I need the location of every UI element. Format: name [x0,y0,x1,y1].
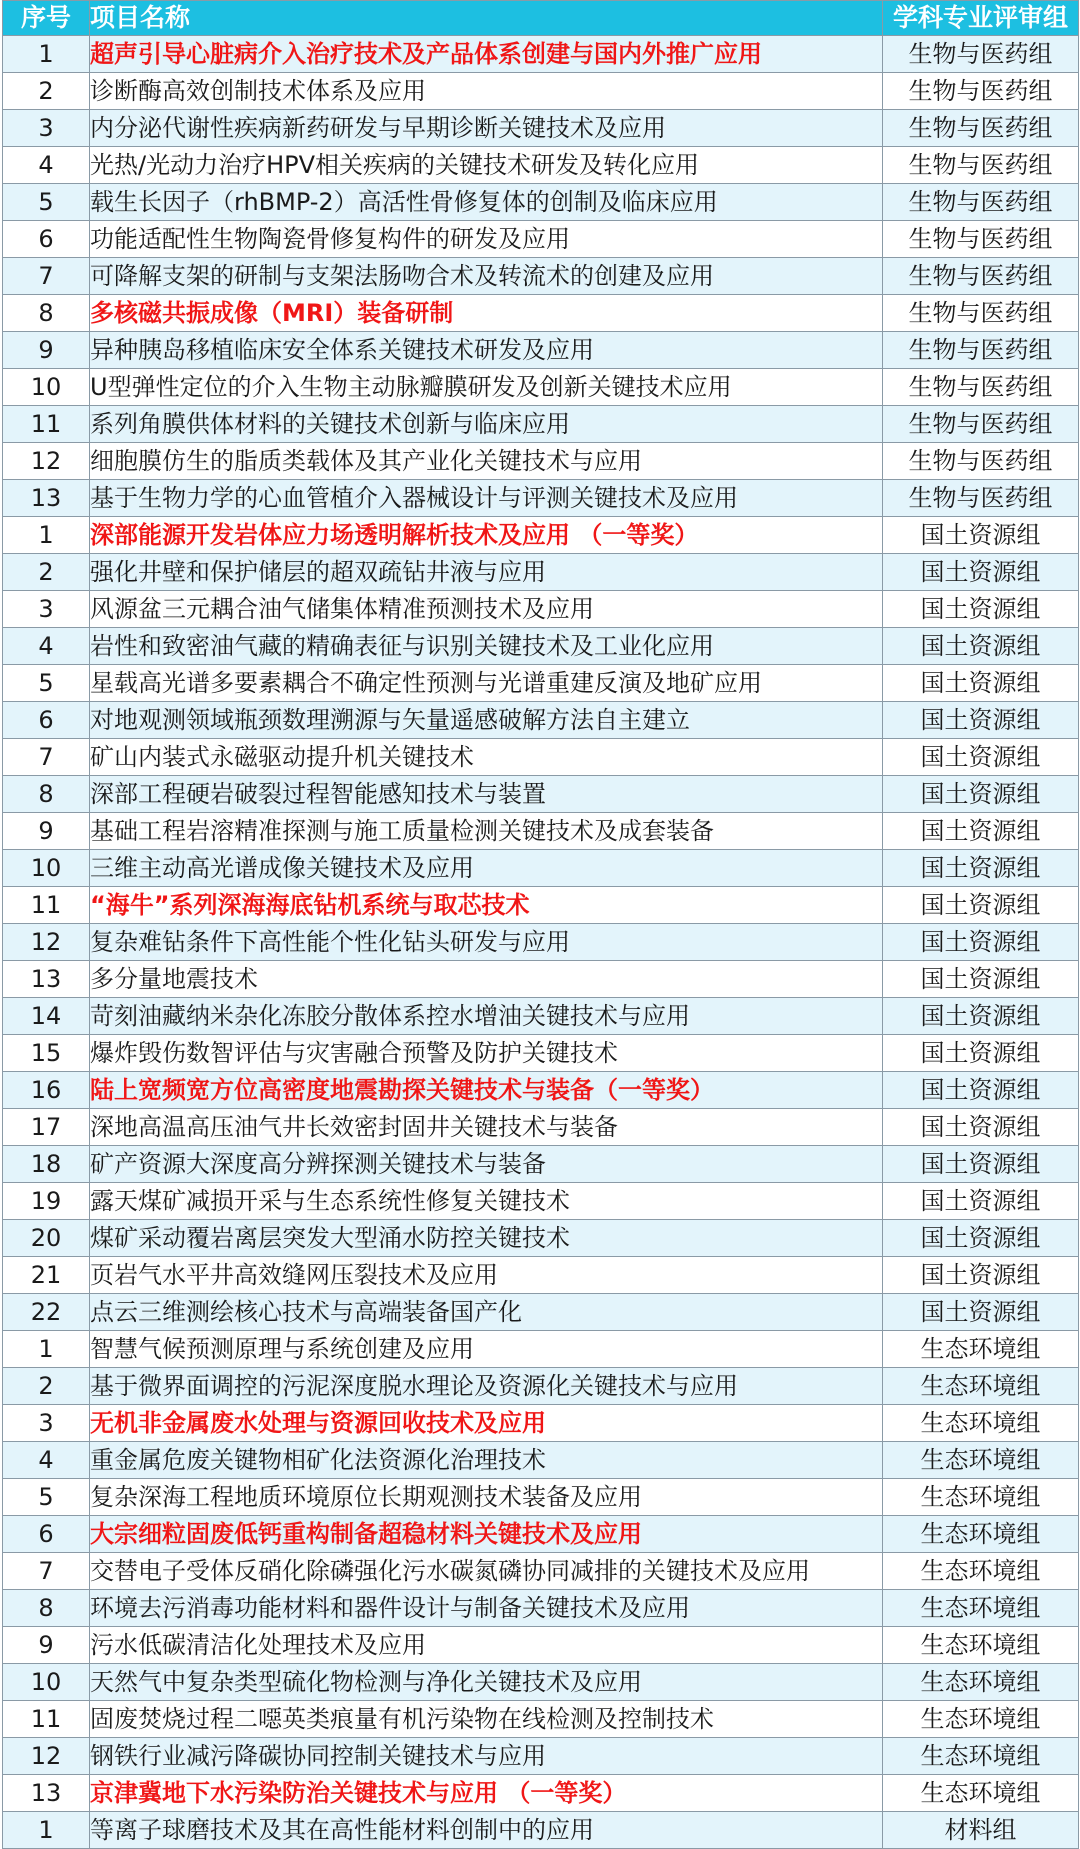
review-group: 国土资源组 [883,665,1079,702]
project-name: 三维主动高光谱成像关键技术及应用 [90,850,883,887]
review-group: 生态环境组 [883,1442,1079,1479]
row-index: 5 [3,665,90,702]
row-index: 12 [3,1738,90,1775]
table-row [3,1479,1079,1516]
review-group: 生态环境组 [883,1590,1079,1627]
row-index: 7 [3,258,90,295]
row-index: 13 [3,961,90,998]
awards-table [2,0,1079,1849]
table-row [3,184,1079,221]
review-group: 国土资源组 [883,591,1079,628]
table-row [3,406,1079,443]
review-group: 国土资源组 [883,998,1079,1035]
table-row [3,1109,1079,1146]
table-row [3,628,1079,665]
project-name: 可降解支架的研制与支架法肠吻合术及转流术的创建及应用 [90,258,883,295]
row-index: 7 [3,1553,90,1590]
header-project-name: 项目名称 [90,1,883,36]
review-group: 生物与医药组 [883,406,1079,443]
table-row [3,73,1079,110]
row-index: 1 [3,1812,90,1849]
table-row [3,147,1079,184]
table-header-row [3,1,1079,36]
table-row [3,813,1079,850]
row-index: 1 [3,36,90,73]
review-group: 国土资源组 [883,813,1079,850]
row-index: 13 [3,1775,90,1812]
review-group: 生物与医药组 [883,147,1079,184]
table-row [3,1590,1079,1627]
row-index: 9 [3,1627,90,1664]
project-name: 风源盆三元耦合油气储集体精准预测技术及应用 [90,591,883,628]
table-row [3,369,1079,406]
review-group: 国土资源组 [883,1183,1079,1220]
project-name-highlighted: 多核磁共振成像（MRI）装备研制 [90,295,883,332]
row-index: 9 [3,332,90,369]
review-group: 生态环境组 [883,1331,1079,1368]
table-row [3,295,1079,332]
table-row [3,258,1079,295]
project-name: 岩性和致密油气藏的精确表征与识别关键技术及工业化应用 [90,628,883,665]
project-name: 重金属危废关键物相矿化法资源化治理技术 [90,1442,883,1479]
table-row [3,702,1079,739]
review-group: 国土资源组 [883,554,1079,591]
row-index: 21 [3,1257,90,1294]
review-group: 生态环境组 [883,1701,1079,1738]
review-group: 国土资源组 [883,1294,1079,1331]
row-index: 6 [3,702,90,739]
row-index: 1 [3,517,90,554]
review-group: 国土资源组 [883,1220,1079,1257]
project-name: 内分泌代谢性疾病新药研发与早期诊断关键技术及应用 [90,110,883,147]
project-name: 煤矿采动覆岩离层突发大型涌水防控关键技术 [90,1220,883,1257]
project-name: 智慧气候预测原理与系统创建及应用 [90,1331,883,1368]
review-group: 生物与医药组 [883,258,1079,295]
project-name: 基于微界面调控的污泥深度脱水理论及资源化关键技术与应用 [90,1368,883,1405]
review-group: 生物与医药组 [883,443,1079,480]
project-name: 交替电子受体反硝化除磷强化污水碳氮磷协同减排的关键技术及应用 [90,1553,883,1590]
project-name: 基础工程岩溶精准探测与施工质量检测关键技术及成套装备 [90,813,883,850]
row-index: 10 [3,1664,90,1701]
row-index: 18 [3,1146,90,1183]
project-name: 诊断酶高效创制技术体系及应用 [90,73,883,110]
project-name-highlighted: 京津冀地下水污染防治关键技术与应用 （一等奖） [90,1775,883,1812]
row-index: 1 [3,1331,90,1368]
project-name: 天然气中复杂类型硫化物检测与净化关键技术及应用 [90,1664,883,1701]
table-row [3,1257,1079,1294]
project-name: 钢铁行业减污降碳协同控制关键技术与应用 [90,1738,883,1775]
review-group: 国土资源组 [883,776,1079,813]
project-name-highlighted: 超声引导心脏病介入治疗技术及产品体系创建与国内外推广应用 [90,36,883,73]
row-index: 13 [3,480,90,517]
row-index: 10 [3,850,90,887]
table-row [3,1442,1079,1479]
table-row [3,332,1079,369]
row-index: 15 [3,1035,90,1072]
project-name-highlighted: 无机非金属废水处理与资源回收技术及应用 [90,1405,883,1442]
project-name: 复杂难钻条件下高性能个性化钻头研发与应用 [90,924,883,961]
table-row [3,850,1079,887]
table-row [3,554,1079,591]
table-row [3,1627,1079,1664]
review-group: 生态环境组 [883,1405,1079,1442]
project-name: 矿产资源大深度高分辨探测关键技术与装备 [90,1146,883,1183]
row-index: 8 [3,295,90,332]
project-name: 基于生物力学的心血管植介入器械设计与评测关键技术及应用 [90,480,883,517]
row-index: 12 [3,924,90,961]
review-group: 国土资源组 [883,1109,1079,1146]
review-group: 生物与医药组 [883,332,1079,369]
project-name-highlighted: “海牛”系列深海海底钻机系统与取芯技术 [90,887,883,924]
table-row [3,665,1079,702]
table-row [3,1516,1079,1553]
table-row [3,998,1079,1035]
table-row [3,1294,1079,1331]
header-index: 序号 [3,1,90,36]
project-name-highlighted: 大宗细粒固废低钙重构制备超稳材料关键技术及应用 [90,1516,883,1553]
project-name: 污水低碳清洁化处理技术及应用 [90,1627,883,1664]
table-row [3,1331,1079,1368]
review-group: 国土资源组 [883,1072,1079,1109]
table-row [3,739,1079,776]
table-row [3,36,1079,73]
review-group: 国土资源组 [883,517,1079,554]
row-index: 4 [3,147,90,184]
table-row [3,776,1079,813]
table-row [3,924,1079,961]
project-name: 固废焚烧过程二噁英类痕量有机污染物在线检测及控制技术 [90,1701,883,1738]
table-row [3,221,1079,258]
table-row [3,1035,1079,1072]
table-row [3,1738,1079,1775]
review-group: 生物与医药组 [883,36,1079,73]
row-index: 11 [3,1701,90,1738]
row-index: 6 [3,221,90,258]
review-group: 国土资源组 [883,1146,1079,1183]
table-row [3,517,1079,554]
review-group: 生物与医药组 [883,295,1079,332]
review-group: 生物与医药组 [883,110,1079,147]
project-name: 细胞膜仿生的脂质类载体及其产业化关键技术与应用 [90,443,883,480]
project-name: 深地高温高压油气井长效密封固井关键技术与装备 [90,1109,883,1146]
project-name: 对地观测领域瓶颈数理溯源与矢量遥感破解方法自主建立 [90,702,883,739]
project-name: 强化井壁和保护储层的超双疏钻井液与应用 [90,554,883,591]
row-index: 14 [3,998,90,1035]
review-group: 国土资源组 [883,961,1079,998]
review-group: 国土资源组 [883,1035,1079,1072]
row-index: 2 [3,1368,90,1405]
row-index: 3 [3,591,90,628]
review-group: 生态环境组 [883,1368,1079,1405]
review-group: 生物与医药组 [883,480,1079,517]
table-row [3,1146,1079,1183]
project-name: 深部工程硬岩破裂过程智能感知技术与装置 [90,776,883,813]
row-index: 11 [3,406,90,443]
project-name: 环境去污消毒功能材料和器件设计与制备关键技术及应用 [90,1590,883,1627]
table-body [3,36,1079,1849]
review-group: 生态环境组 [883,1664,1079,1701]
row-index: 5 [3,184,90,221]
project-name: 光热/光动力治疗HPV相关疾病的关键技术研发及转化应用 [90,147,883,184]
project-name: 露天煤矿减损开采与生态系统性修复关键技术 [90,1183,883,1220]
row-index: 4 [3,1442,90,1479]
row-index: 2 [3,554,90,591]
table-row [3,1553,1079,1590]
table-row [3,1664,1079,1701]
table-row [3,1701,1079,1738]
row-index: 17 [3,1109,90,1146]
project-name-highlighted: 深部能源开发岩体应力场透明解析技术及应用 （一等奖） [90,517,883,554]
review-group: 生态环境组 [883,1516,1079,1553]
row-index: 22 [3,1294,90,1331]
review-group: 材料组 [883,1812,1079,1849]
review-group: 国土资源组 [883,887,1079,924]
project-name: 异种胰岛移植临床安全体系关键技术研发及应用 [90,332,883,369]
row-index: 7 [3,739,90,776]
project-name: 功能适配性生物陶瓷骨修复构件的研发及应用 [90,221,883,258]
table-row [3,443,1079,480]
review-group: 国土资源组 [883,1257,1079,1294]
row-index: 3 [3,110,90,147]
project-name: U型弹性定位的介入生物主动脉瓣膜研发及创新关键技术应用 [90,369,883,406]
table-row [3,961,1079,998]
row-index: 12 [3,443,90,480]
review-group: 国土资源组 [883,850,1079,887]
table-row [3,1368,1079,1405]
row-index: 10 [3,369,90,406]
project-name: 等离子球磨技术及其在高性能材料创制中的应用 [90,1812,883,1849]
project-name: 复杂深海工程地质环境原位长期观测技术装备及应用 [90,1479,883,1516]
project-name: 载生长因子（rhBMP-2）高活性骨修复体的创制及临床应用 [90,184,883,221]
table-row [3,1405,1079,1442]
table-row [3,1220,1079,1257]
review-group: 生物与医药组 [883,369,1079,406]
review-group: 国土资源组 [883,628,1079,665]
project-name: 苛刻油藏纳米杂化冻胶分散体系控水增油关键技术与应用 [90,998,883,1035]
table-row [3,1775,1079,1812]
row-index: 5 [3,1479,90,1516]
project-name: 爆炸毁伤数智评估与灾害融合预警及防护关键技术 [90,1035,883,1072]
row-index: 4 [3,628,90,665]
review-group: 国土资源组 [883,739,1079,776]
table-row [3,110,1079,147]
review-group: 国土资源组 [883,924,1079,961]
table-row [3,1183,1079,1220]
project-name: 系列角膜供体材料的关键技术创新与临床应用 [90,406,883,443]
table-row [3,887,1079,924]
row-index: 20 [3,1220,90,1257]
review-group: 生物与医药组 [883,73,1079,110]
review-group: 生态环境组 [883,1738,1079,1775]
table-row [3,1812,1079,1849]
row-index: 8 [3,776,90,813]
row-index: 9 [3,813,90,850]
row-index: 6 [3,1516,90,1553]
row-index: 19 [3,1183,90,1220]
table-row [3,1072,1079,1109]
row-index: 3 [3,1405,90,1442]
review-group: 生物与医药组 [883,184,1079,221]
row-index: 8 [3,1590,90,1627]
review-group: 生态环境组 [883,1775,1079,1812]
project-name: 点云三维测绘核心技术与高端装备国产化 [90,1294,883,1331]
project-name: 页岩气水平井高效缝网压裂技术及应用 [90,1257,883,1294]
review-group: 生态环境组 [883,1627,1079,1664]
project-name-highlighted: 陆上宽频宽方位高密度地震勘探关键技术与装备（一等奖） [90,1072,883,1109]
review-group: 国土资源组 [883,702,1079,739]
row-index: 16 [3,1072,90,1109]
table-row [3,591,1079,628]
review-group: 生物与医药组 [883,221,1079,258]
row-index: 11 [3,887,90,924]
project-name: 星载高光谱多要素耦合不确定性预测与光谱重建反演及地矿应用 [90,665,883,702]
review-group: 生态环境组 [883,1553,1079,1590]
row-index: 2 [3,73,90,110]
project-name: 矿山内装式永磁驱动提升机关键技术 [90,739,883,776]
header-review-group: 学科专业评审组 [883,1,1079,36]
project-name: 多分量地震技术 [90,961,883,998]
table-row [3,480,1079,517]
review-group: 生态环境组 [883,1479,1079,1516]
